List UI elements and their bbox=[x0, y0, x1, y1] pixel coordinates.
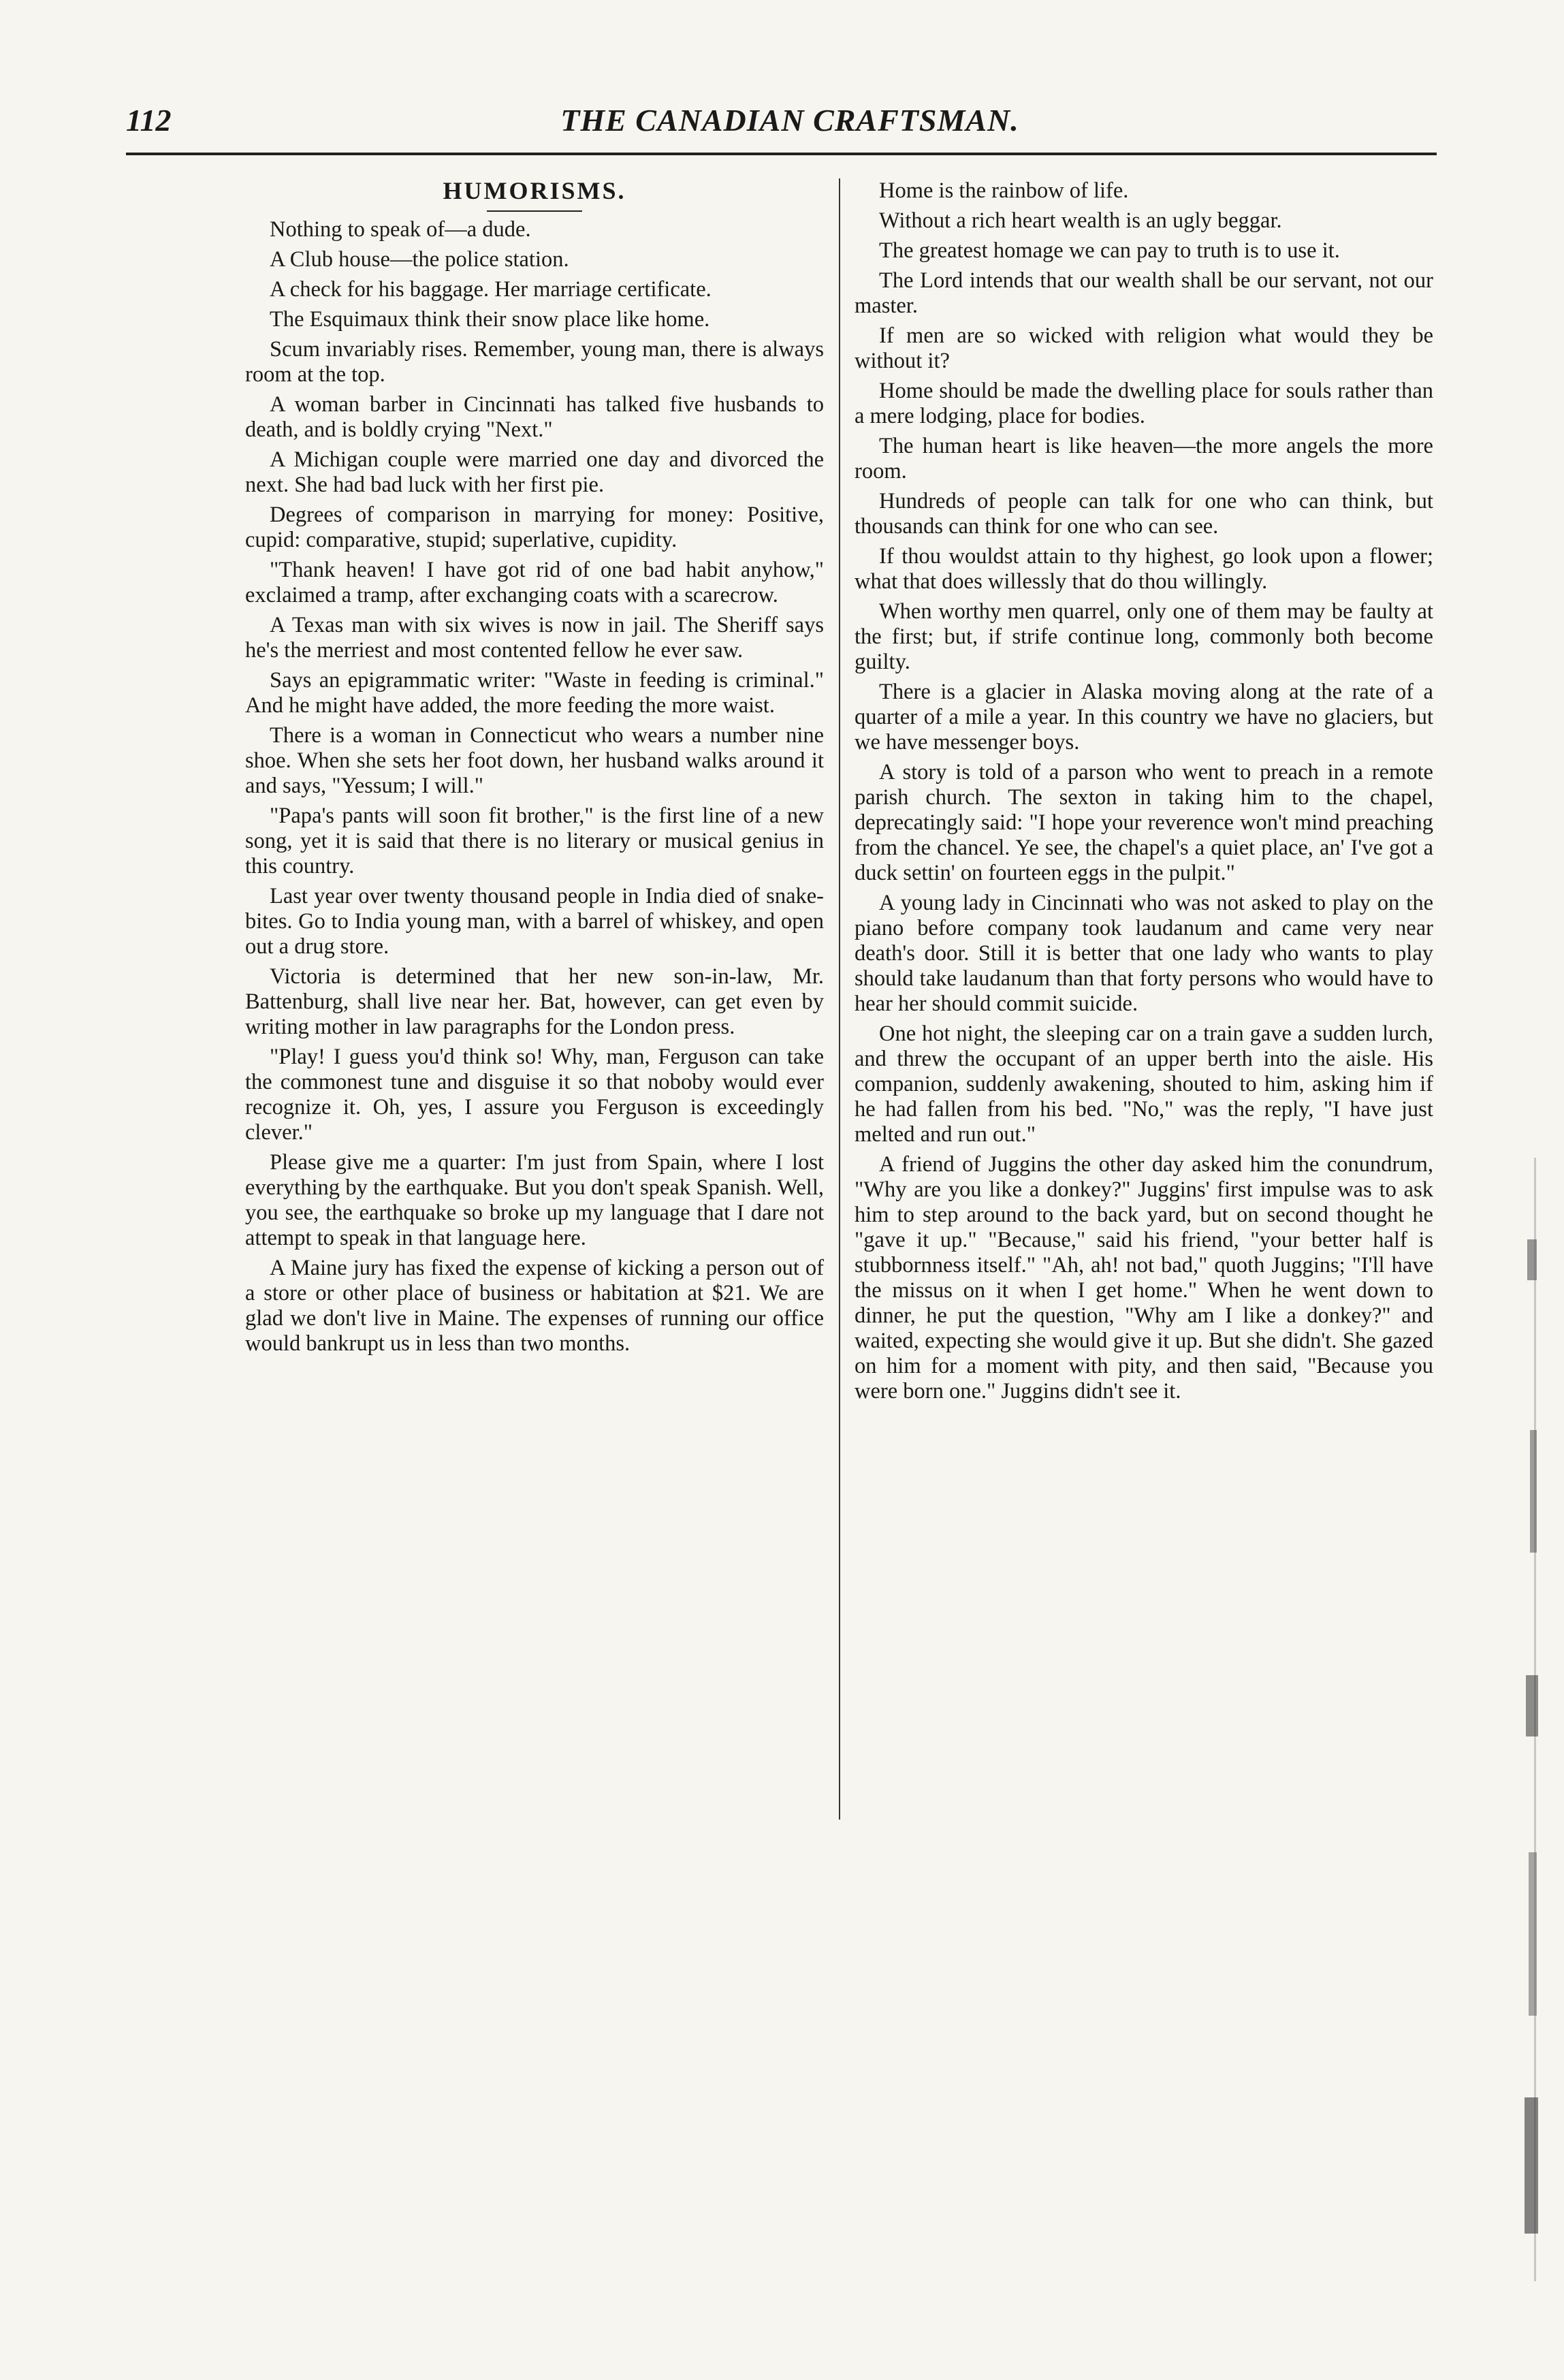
page-number: 112 bbox=[126, 103, 172, 138]
paragraph: Nothing to speak of—a dude. bbox=[270, 217, 531, 242]
paragraph: Please give me a quarter: I'm just from Spain, where I lost everything by the earthquake. But you don't speak Spanish. Well, you see, the earthquake so broke up my language that I dare not attempt to speak in that language here. bbox=[245, 1150, 824, 1250]
paragraph: A young lady in Cincinnati who was not asked to play on the piano before company took laudanum and came very near death's door. Still it is better that one lady who wants to play should take laudanum than that forty persons who would have to hear her should commit suicide. bbox=[855, 891, 1433, 1016]
paragraph: There is a woman in Connecticut who wears a number nine shoe. When she sets her foot down, her husband walks around it and says, "Yessum; I will." bbox=[245, 723, 824, 798]
paragraph: The greatest homage we can pay to truth is to use it. bbox=[879, 238, 1340, 263]
paragraph: "Papa's pants will soon fit brother," is the first line of a new song, yet it is said that there is no literary or musical genius in this country. bbox=[245, 804, 824, 878]
paragraph: If men are so wicked with religion what would they be without it? bbox=[855, 323, 1433, 373]
header-rule bbox=[126, 153, 1437, 155]
paragraph: A Maine jury has fixed the expense of kicking a person out of a store or other place of business or habitation at $21. We are glad we don't live in Maine. The expenses of running our office would bankrupt us in less than two months. bbox=[245, 1256, 824, 1356]
paragraph: A Club house—the police station. bbox=[270, 247, 569, 272]
paragraph: The Esquimaux think their snow place like home. bbox=[270, 307, 710, 332]
paragraph: A story is told of a parson who went to preach in a remote parish church. The sexton in taking him to the chapel, deprecatingly said: "I hope your reverence won't mind preaching from the chancel. Ye see, the chapel's a quiet place, an' I've got a duck settin' on fourteen eggs in the pulpit." bbox=[855, 760, 1433, 885]
paragraph: If thou wouldst attain to thy highest, go look upon a flower; what that does willessly that do thou willingly. bbox=[855, 544, 1433, 594]
right-column bbox=[855, 178, 1433, 1409]
column-divider bbox=[839, 178, 840, 1820]
paragraph: A woman barber in Cincinnati has talked five husbands to death, and is boldly crying "Next." bbox=[245, 392, 824, 442]
paragraph: Hundreds of people can talk for one who can think, but thousands can think for one who can see. bbox=[855, 489, 1433, 539]
paragraph: Home is the rainbow of life. bbox=[879, 178, 1129, 203]
paragraph: Scum invariably rises. Remember, young man, there is always room at the top. bbox=[245, 337, 824, 387]
left-column bbox=[245, 178, 824, 1361]
paragraph: The human heart is like heaven—the more angels the more room. bbox=[855, 434, 1433, 483]
paragraph: A Texas man with six wives is now in jail. The Sheriff says he's the merriest and most contented fellow he ever saw. bbox=[245, 613, 824, 663]
paragraph: A friend of Juggins the other day asked him the conundrum, "Why are you like a donkey?" Juggins' first impulse was to ask him to step around to the back yard, but on second thought he "gave it up." "Because," said his friend, "your better half is stubbornness itself." "Ah, ah! not bad," quoth Juggins; "I'll have the missus on it when I get home." When he went down to dinner, he put the question, "Why am I like a donkey?" and waited, expecting she would give it up. But she didn't. She gazed on him for a moment with pity, and then said, "Because you were born one." Juggins didn't see it. bbox=[855, 1152, 1433, 1403]
paragraph: "Thank heaven! I have got rid of one bad habit anyhow," exclaimed a tramp, after exchanging coats with a scarecrow. bbox=[245, 558, 824, 607]
paragraph: Home should be made the dwelling place for souls rather than a mere lodging, place for bodies. bbox=[855, 379, 1433, 428]
paragraph: "Play! I guess you'd think so! Why, man, Ferguson can take the commonest tune and disguise it so that noboby would ever recognize it. Oh, yes, I assure you Ferguson is exceedingly clever." bbox=[245, 1045, 824, 1145]
paragraph: Degrees of comparison in marrying for money: Positive, cupid: comparative, stupid; superlative, cupidity. bbox=[245, 503, 824, 552]
page-header bbox=[126, 102, 1437, 150]
paragraph: Last year over twenty thousand people in India died of snake-bites. Go to India young man, with a barrel of whiskey, and open out a drug store. bbox=[245, 884, 824, 959]
running-title: THE CANADIAN CRAFTSMAN. bbox=[560, 103, 1019, 138]
section-title-rule bbox=[487, 210, 582, 212]
paragraph: Without a rich heart wealth is an ugly beggar. bbox=[879, 208, 1282, 233]
section-title: HUMORISMS. bbox=[443, 177, 626, 204]
paragraph: The Lord intends that our wealth shall be our servant, not our master. bbox=[855, 268, 1433, 318]
paragraph: When worthy men quarrel, only one of them may be faulty at the first; but, if strife continue long, commonly both become guilty. bbox=[855, 599, 1433, 674]
paragraph: A Michigan couple were married one day and divorced the next. She had bad luck with her first pie. bbox=[245, 447, 824, 497]
paragraph: There is a glacier in Alaska moving along at the rate of a quarter of a mile a year. In this country we have no glaciers, but we have messenger boys. bbox=[855, 680, 1433, 755]
paragraph: Victoria is determined that her new son-in-law, Mr. Battenburg, shall live near her. Bat, however, can get even by writing mother in law paragraphs for the London press. bbox=[245, 964, 824, 1039]
paragraph: One hot night, the sleeping car on a train gave a sudden lurch, and threw the occupant of an upper berth into the aisle. His companion, suddenly awakening, shouted to him, asking him if he had fallen from his bed. "No," was the reply, "I have just melted and run out." bbox=[855, 1021, 1433, 1147]
scan-edge-noise bbox=[1522, 1158, 1549, 2281]
paragraph: Says an epigrammatic writer: "Waste in feeding is criminal." And he might have added, the more feeding the more waist. bbox=[245, 668, 824, 718]
paragraph: A check for his baggage. Her marriage certificate. bbox=[270, 277, 712, 302]
